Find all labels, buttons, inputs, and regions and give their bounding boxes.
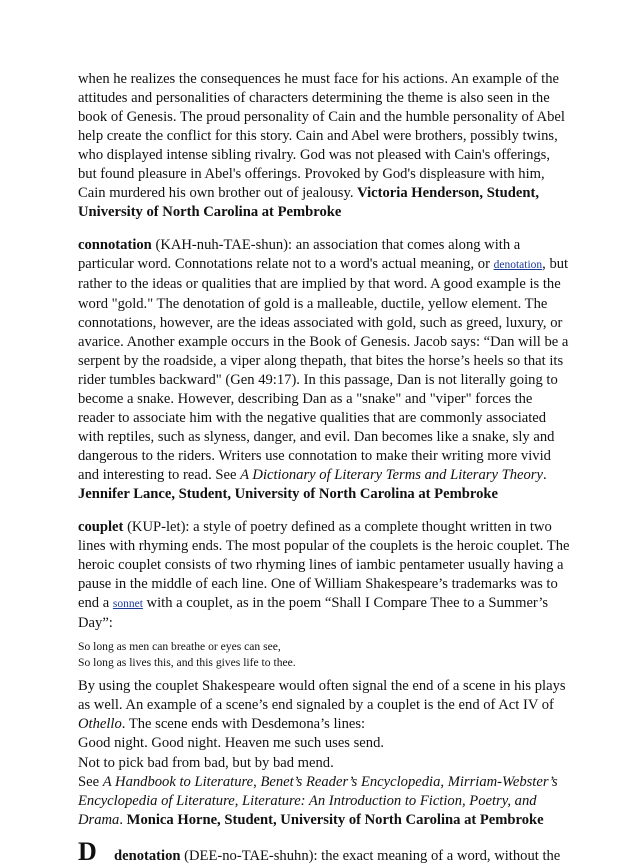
section-letter-d: D <box>78 836 97 866</box>
denotation-term: denotation <box>114 847 181 864</box>
ref-sep-4: . <box>119 811 124 828</box>
connotation-pron: (KAH-nuh-TAE-shun): an association that comes along with a particular word. Connotations relate not to a word's actual meaning, or <box>78 237 521 273</box>
couplet-entry <box>78 518 570 830</box>
connotation-author: Jennifer Lance, Student, University of North Carolina at Pembroke <box>78 485 498 502</box>
cain-abel-text: when he realizes the consequences he must face for his actions. An example of the attitudes and personalities of characters determining the theme is also seen in the book of Genesis. The proud personality of Cain and the humble personality of Abel help create the conflict for this story. Cain and Abel were brothers, possibly twins, who displayed intense sibling rivalry. God was not pleased with Cain's offerings, but found pleasure in Abel's offerings. Provoked by God's displeasure with him, Cain murdered his own brother out of jealousy. <box>78 71 565 202</box>
cain-abel-paragraph <box>78 70 570 222</box>
couplet-author: Monica Horne, Student, University of North Carolina at Pembroke <box>126 811 544 828</box>
connotation-entry <box>78 236 570 504</box>
document-page <box>78 70 570 866</box>
ref-sep-1: , <box>253 773 257 790</box>
ref-sep-2: , <box>440 773 445 790</box>
ref-benet: Benet’s Reader’s Encyclopedia <box>260 773 441 790</box>
ref-sep-3: , <box>234 792 239 809</box>
couplet-after-text: By using the couplet Shakespeare would often signal the end of a scene in his plays as well. An example of a scene’s end signaled by a couplet is the end of Act IV of <box>78 678 566 714</box>
sonnet-link[interactable]: sonnet <box>112 598 143 611</box>
connotation-ref-end: . <box>542 466 547 483</box>
connotation-term: connotation <box>78 237 152 254</box>
couplet-poem <box>78 639 570 671</box>
ref-webster: Mirriam-Webster’s Encyclopedia of Literature <box>78 773 558 809</box>
denotation-link[interactable]: denotation <box>493 259 543 272</box>
couplet-after <box>78 677 570 734</box>
poem-line-2: So long as lives this, and this gives life to thee. <box>78 656 296 670</box>
connotation-text: , but rather to the ideas or qualities that are implied by that word. A good example is the word "gold." The denotation of gold is a malleable, ductile, yellow element. The connotations, however, are the ideas associated with gold, such as greed, luxury, or avarice. Another example occurs in the Book of Genesis. Jacob says: “Dan will be a serpent by the roadside, a viper along thepath, that bites the horse’s heels so that its rider tumbles backward" (Gen 49:17). In this passage, Dan is not literally going to become a snake. However, describing Dan as a "snake" and "viper" forces the reader to associate him with the negative qualities that are commonly associated with reptiles, such as slyness, danger, and evil. Dan becomes like a snake, sly and dangerous to the riders. Writers use connotation to make their writing more vivid and interesting to read. See <box>78 256 569 483</box>
cain-abel-author: Victoria Henderson, Student, University of North Carolina at Pembroke <box>78 185 540 221</box>
couplet-definition <box>78 518 570 633</box>
couplet-term: couplet <box>78 519 124 536</box>
see-label: See <box>78 773 100 790</box>
connotation-ref: A Dictionary of Literary Terms and Literary Theory <box>240 466 543 483</box>
denotation-definition <box>114 847 560 866</box>
couplet-references <box>78 773 570 830</box>
desdemona-line-2: Not to pick bad from bad, but by bad mend. <box>78 754 334 771</box>
ref-handbook: A Handbook to Literature <box>102 773 254 790</box>
denotation-entry <box>78 836 570 866</box>
couplet-text: (KUP-let): a style of poetry defined as a complete thought written in two lines with rhyming ends. The most popular of the couplets is the heroic couplet. The heroic couplet consists of two rhyming lines of iambic pentameter usually having a pause in the middle of each line. One of William Shakespeare’s trademarks was to end a <box>78 519 570 612</box>
denotation-text: (DEE-no-TAE-shuhn): the exact meaning of a word, without the <box>184 847 561 864</box>
desdemona-line-1: Good night. Good night. Heaven me such uses send. <box>78 735 385 752</box>
othello-title: Othello <box>78 716 122 733</box>
couplet-after-text-2: . The scene ends with Desdemona’s lines: <box>121 716 366 733</box>
poem-line-1: So long as men can breathe or eyes can see, <box>78 640 281 654</box>
couplet-text-2: with a couplet, as in the poem “Shall I Compare Thee to a Summer’s Day”: <box>78 595 549 632</box>
ref-intro-literature: Literature: An Introduction to Fiction, Poetry, and Drama <box>78 792 537 828</box>
